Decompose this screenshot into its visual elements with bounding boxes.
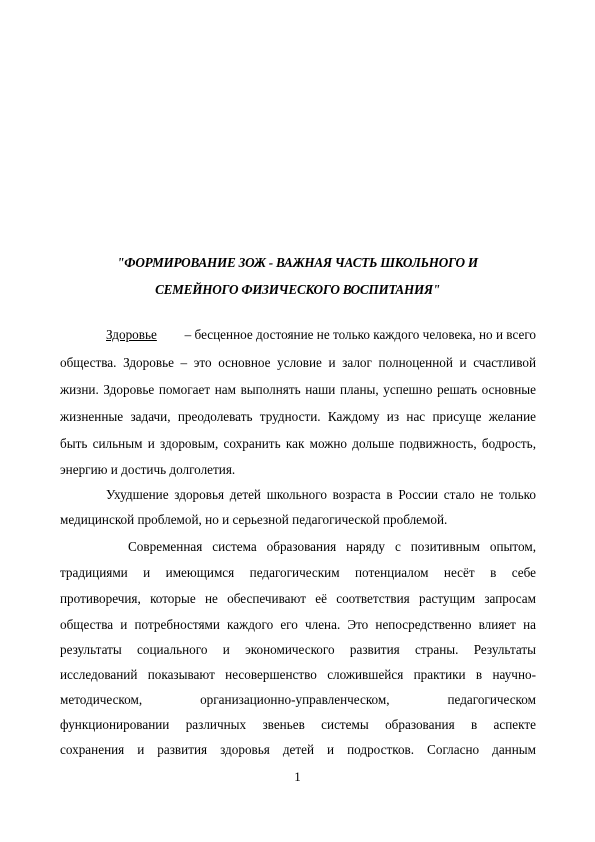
paragraph-3-line-2: традициями и имеющимся педагогическим потенциалом несёт в себе xyxy=(60,565,536,580)
page-number: 1 xyxy=(294,769,301,784)
title-line-1: "ФОРМИРОВАНИЕ ЗОЖ - ВАЖНАЯ ЧАСТЬ ШКОЛЬНОГО И xyxy=(117,255,478,270)
paragraph-1-line-1 xyxy=(106,327,536,343)
paragraph-3-line-6: исследований показывают несовершенство сложившейся практики в научно- xyxy=(60,667,536,682)
paragraph-3-line-7 xyxy=(60,692,536,708)
title-line-2: СЕМЕЙНОГО ФИЗИЧЕСКОГО ВОСПИТАНИЯ" xyxy=(155,282,440,297)
paragraph-3-line-8: функционировании различных звеньев системы образования в аспекте xyxy=(60,717,536,732)
paragraph-3-line-7-word-1: методическом, xyxy=(60,692,143,707)
paragraph-3-line-7-word-3: педагогическом xyxy=(447,692,536,707)
paragraph-3-line-1: Современная система образования наряду с позитивным опытом, xyxy=(128,539,536,554)
paragraph-3-line-3: противоречия, которые не обеспечивают её соответствия растущим запросам xyxy=(60,591,536,606)
paragraph-3-line-5: результаты социального и экономического развития страны. Результаты xyxy=(60,642,536,657)
paragraph-1-line-4: жизненные задачи, преодолевать трудности. Каждому из нас присуще желание xyxy=(60,409,536,424)
paragraph-1-line-5: быть сильным и здоровым, сохранить как можно дольше подвижность, бодрость, xyxy=(60,436,536,451)
paragraph-1-line-6: энергию и достичь долголетия. xyxy=(60,462,236,477)
paragraph-2-line-2: медицинской проблемой, но и серьезной педагогической проблемой. xyxy=(60,512,448,527)
paragraph-1-line-1-text: – бесценное достояние не только каждого человека, но и всего xyxy=(184,327,536,342)
paragraph-3-line-7-word-2: организационно-управленческом, xyxy=(200,692,390,707)
paragraph-2-line-1: Ухудшение здоровья детей школьного возраста в России стало не только xyxy=(106,487,536,502)
paragraph-3-line-9: сохранения и развития здоровья детей и подростков. Согласно данным xyxy=(60,742,536,757)
paragraph-1-line-2: общества. Здоровье – это основное условие и залог полноценной и счастливой xyxy=(60,355,536,370)
paragraph-3-line-4: общества и потребностями каждого его члена. Это непосредственно влияет на xyxy=(60,617,536,632)
paragraph-1-line-3: жизни. Здоровье помогает нам выполнять наши планы, успешно решать основные xyxy=(60,382,536,397)
document-title xyxy=(60,249,535,303)
term-health: Здоровье xyxy=(106,327,157,342)
